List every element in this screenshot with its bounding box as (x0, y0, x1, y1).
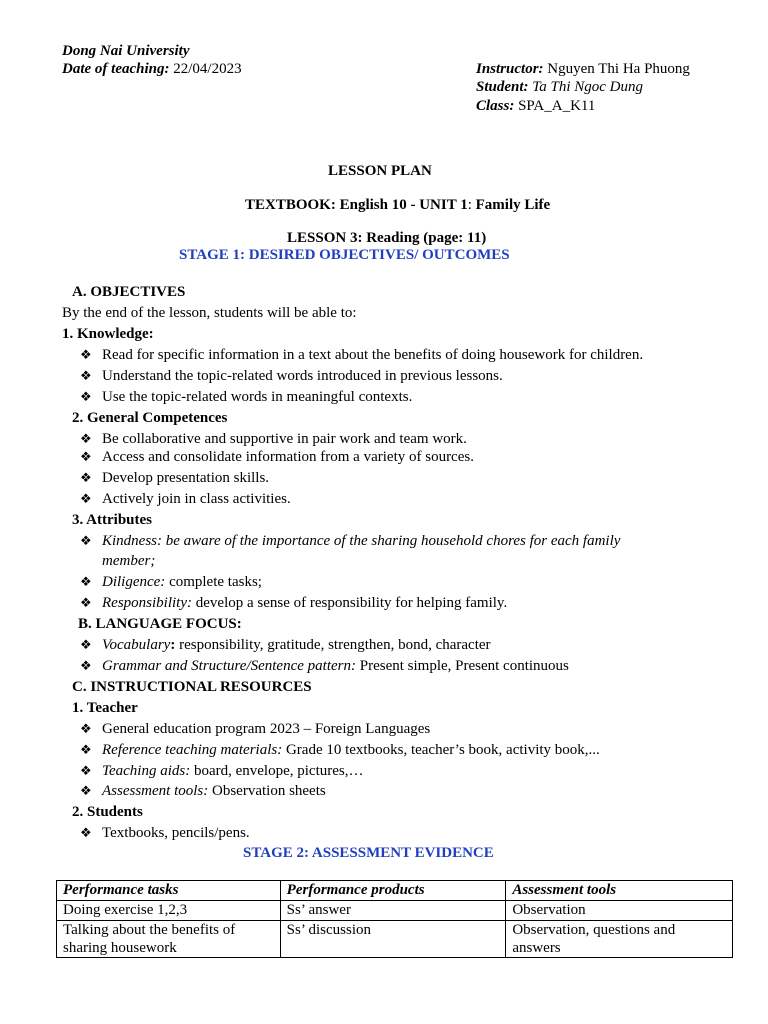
responsibility-label: Responsibility: (102, 595, 192, 611)
bullet-icon: ❖ (80, 783, 92, 798)
student-label: Student: (476, 79, 529, 95)
class (476, 97, 595, 115)
class-value: SPA_A_K11 (514, 98, 596, 114)
bullet-icon: ❖ (80, 742, 92, 757)
assessment-tools-label: Assessment tools: (102, 783, 209, 799)
date-of-teaching (62, 60, 242, 78)
bullet-icon: ❖ (80, 637, 92, 652)
instructor (476, 60, 690, 78)
reference-text: Grade 10 textbooks, teacher’s book, activity book,... (282, 742, 600, 758)
bullet-icon: ❖ (80, 533, 92, 548)
stage2-heading: STAGE 2: ASSESSMENT EVIDENCE (243, 845, 494, 861)
bullet-icon: ❖ (80, 491, 92, 506)
resources-heading: C. INSTRUCTIONAL RESOURCES (72, 679, 312, 695)
vocabulary-label: Vocabulary (102, 637, 171, 653)
table-cell: Observation, questions and answers (506, 921, 733, 958)
bullet-icon: ❖ (80, 658, 92, 673)
bullet-icon: ❖ (80, 431, 92, 446)
textbook-colon: : (467, 197, 472, 213)
table-cell: Ss’ discussion (280, 921, 506, 958)
grammar-label: Grammar and Structure/Sentence pattern: (102, 658, 356, 674)
bullet-icon: ❖ (80, 470, 92, 485)
instructor-label: Instructor: (476, 61, 544, 77)
table-cell: Doing exercise 1,2,3 (57, 901, 281, 921)
knowledge-item: Read for specific information in a text about the benefits of doing housework for children. (102, 347, 644, 363)
textbook-topic: Family Life (471, 197, 551, 213)
bullet-icon: ❖ (80, 721, 92, 736)
teaching-aids-item (102, 762, 363, 780)
bullet-icon: ❖ (80, 389, 92, 404)
bullet-icon: ❖ (80, 763, 92, 778)
competence-item: Be collaborative and supportive in pair work and team work. (102, 431, 467, 447)
grammar-item (102, 657, 569, 675)
table-row (57, 901, 733, 921)
objectives-intro: By the end of the lesson, students will be able to: (62, 305, 357, 321)
kindness-item: Kindness: be aware of the importance of the sharing household chores for each family (102, 533, 621, 549)
stage1-heading: STAGE 1: DESIRED OBJECTIVES/ OUTCOMES (179, 247, 510, 263)
vocabulary-colon: : (170, 637, 176, 653)
diligence-label: Diligence: (102, 574, 166, 590)
responsibility-text: develop a sense of responsibility for helping family. (192, 595, 508, 611)
competences-heading: 2. General Competences (72, 410, 228, 426)
competence-item: Access and consolidate information from a variety of sources. (102, 449, 474, 465)
knowledge-item: Use the topic-related words in meaningful contexts. (102, 389, 413, 405)
instructor-value: Nguyen Thi Ha Phuong (543, 61, 690, 77)
table-row (57, 921, 733, 958)
attributes-heading: 3. Attributes (72, 512, 152, 528)
knowledge-item: Understand the topic-related words introduced in previous lessons. (102, 368, 503, 384)
assessment-tools-item (102, 782, 326, 800)
objectives-heading: A. OBJECTIVES (72, 284, 186, 300)
date-value: 22/04/2023 (169, 61, 242, 77)
bullet-icon: ❖ (80, 574, 92, 589)
program-item: General education program 2023 – Foreign Languages (102, 721, 431, 737)
lesson-title: LESSON 3: Reading (page: 11) (287, 230, 487, 246)
class-label: Class: (476, 98, 515, 114)
student (476, 78, 643, 96)
students-heading: 2. Students (72, 804, 143, 820)
students-item: Textbooks, pencils/pens. (102, 825, 250, 841)
reference-label: Reference teaching materials: (102, 742, 283, 758)
table-cell: Observation (506, 901, 733, 921)
table-header-cell: Assessment tools (506, 881, 733, 901)
teacher-heading: 1. Teacher (72, 700, 138, 716)
table-header-cell: Performance products (280, 881, 506, 901)
textbook-title (245, 196, 550, 214)
date-label: Date of teaching: (62, 61, 170, 77)
table-cell: Ss’ answer (280, 901, 506, 921)
bullet-icon: ❖ (80, 347, 92, 362)
table-cell: Talking about the benefits of sharing housework (57, 921, 281, 958)
table-header-cell: Performance tasks (57, 881, 281, 901)
bullet-icon: ❖ (80, 368, 92, 383)
grammar-text: Present simple, Present continuous (355, 658, 569, 674)
assessment-table (56, 880, 733, 958)
bullet-icon: ❖ (80, 825, 92, 840)
bullet-icon: ❖ (80, 449, 92, 464)
university-name: Dong Nai University (62, 43, 190, 59)
textbook-unit: TEXTBOOK: English 10 - UNIT 1 (245, 197, 468, 213)
diligence-item (102, 573, 262, 591)
vocabulary-item (102, 636, 491, 654)
reference-item (102, 741, 600, 759)
competence-item: Actively join in class activities. (102, 491, 291, 507)
language-focus-heading: B. LANGUAGE FOCUS: (78, 616, 242, 632)
table-header-row (57, 881, 733, 901)
kindness-item-cont: member; (102, 553, 156, 569)
responsibility-item (102, 594, 507, 612)
assessment-tools-text: Observation sheets (208, 783, 326, 799)
bullet-icon: ❖ (80, 595, 92, 610)
lesson-plan-title: LESSON PLAN (328, 163, 432, 179)
diligence-text: complete tasks; (165, 574, 262, 590)
teaching-aids-label: Teaching aids: (102, 763, 191, 779)
teaching-aids-text: board, envelope, pictures,… (190, 763, 364, 779)
vocabulary-text: responsibility, gratitude, strengthen, bond, character (175, 637, 491, 653)
student-value: Ta Thi Ngoc Dung (528, 79, 643, 95)
knowledge-heading: 1. Knowledge: (62, 326, 154, 342)
competence-item: Develop presentation skills. (102, 470, 270, 486)
